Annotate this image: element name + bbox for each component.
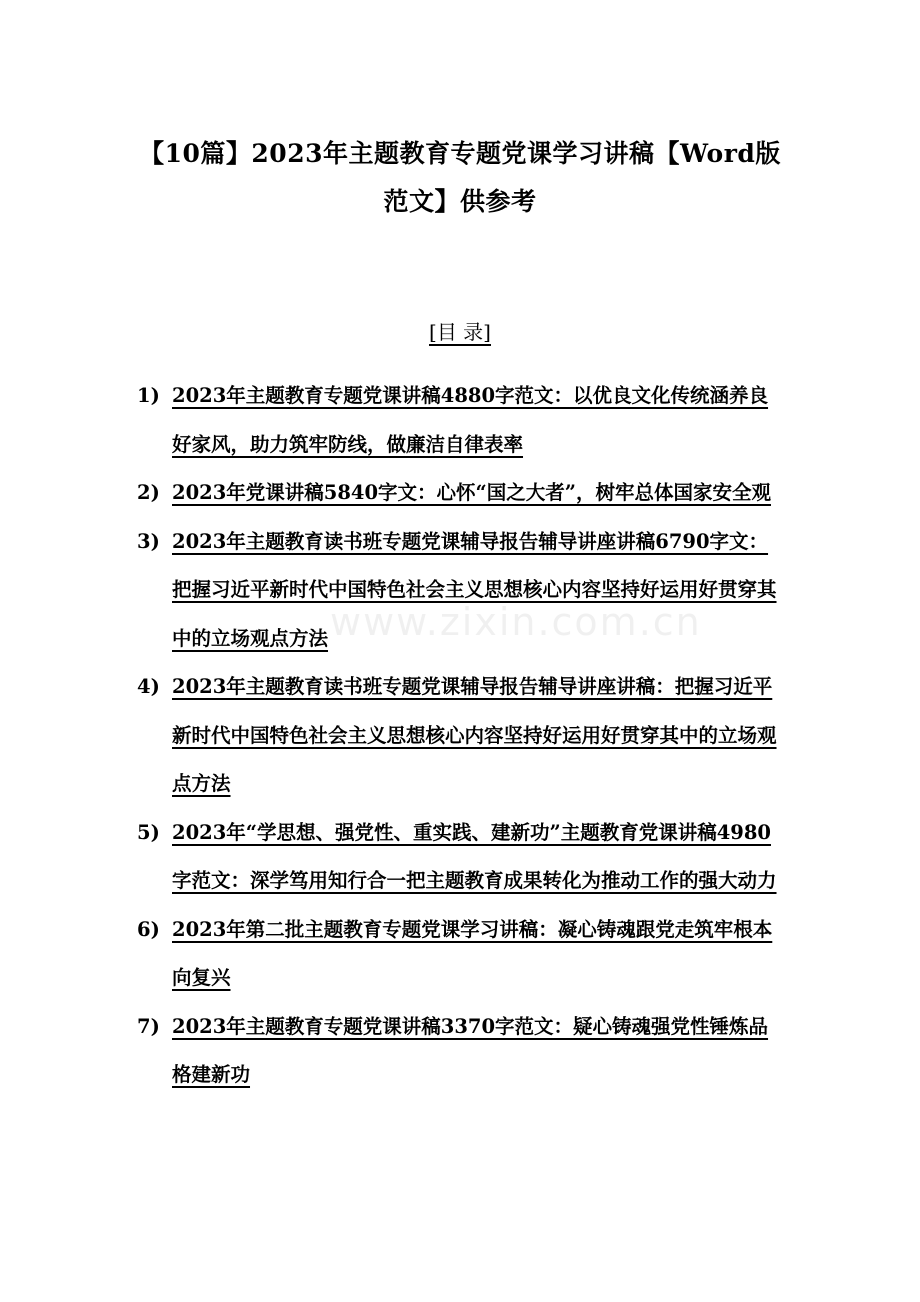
toc-item-link[interactable]: 2023年主题教育读书班专题党课辅导报告辅导讲座讲稿6790字文：把握习近平新时代中国特色社会主义思想核心内容坚持好运用好贯穿其中的立场观点方法 (172, 529, 777, 650)
toc-item-1 (137, 372, 787, 469)
toc-item-link[interactable]: 2023年党课讲稿5840字文：心怀“国之大者”，树牢总体国家安全观 (172, 481, 771, 504)
watermark: www.zixin.com.cn (330, 600, 702, 644)
toc-item-number: 3) (137, 529, 160, 553)
toc-item-link[interactable]: 2023年主题教育读书班专题党课辅导报告辅导讲座讲稿：把握习近平新时代中国特色社会主义思想核心内容坚持好运用好贯穿其中的立场观点方法 (172, 675, 777, 795)
toc-item-2 (137, 469, 787, 518)
toc-item-number: 7) (137, 1014, 160, 1038)
toc-item-link[interactable]: 2023年第二批主题教育专题党课学习讲稿：凝心铸魂跟党走筑牢根本向复兴 (172, 917, 773, 989)
toc-item-number: 2) (137, 481, 160, 504)
toc-item-3 (137, 518, 787, 664)
toc-item-4 (137, 663, 787, 809)
toc-item-number: 5) (137, 820, 160, 844)
toc-heading-label[interactable]: [目 录] (429, 320, 491, 344)
toc-item-link[interactable]: 2023年“学思想、强党性、重实践、建新功”主题教育党课讲稿4980字范文：深学笃用知行合一把主题教育成果转化为推动工作的强大动力 (172, 820, 777, 892)
toc-item-6 (137, 906, 787, 1003)
toc-item-link[interactable]: 2023年主题教育专题党课讲稿3370字范文：疑心铸魂强党性锤炼品格建新功 (172, 1014, 769, 1086)
toc-item-number: 1) (137, 384, 160, 407)
toc-item-number: 4) (137, 675, 160, 698)
toc-heading (0, 318, 920, 346)
document-title: 【10篇】2023年主题教育专题党课学习讲稿【Word版范文】供参考 (139, 139, 781, 216)
toc-item-7 (137, 1003, 787, 1100)
toc-item-5 (137, 809, 787, 906)
toc-item-number: 6) (137, 917, 160, 941)
toc-item-link[interactable]: 2023年主题教育专题党课讲稿4880字范文：以优良文化传统涵养良好家风，助力筑牢防线，做廉洁自律表率 (172, 384, 769, 456)
toc-list (137, 372, 787, 1100)
